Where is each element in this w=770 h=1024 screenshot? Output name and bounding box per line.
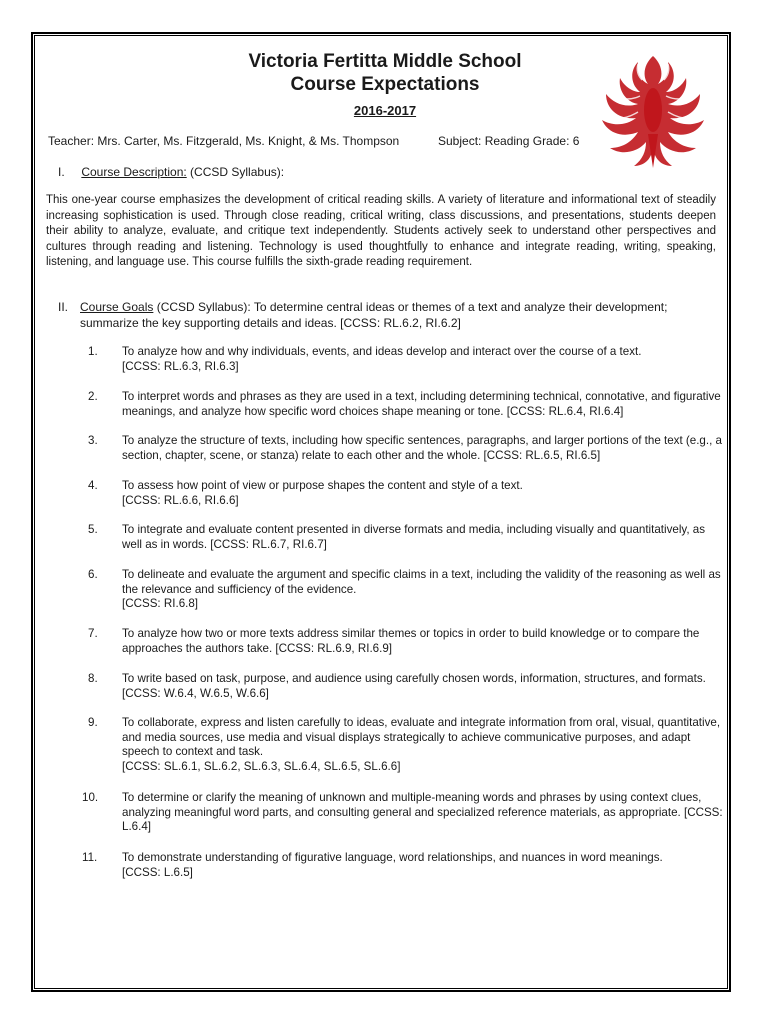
goal-number: 9.	[88, 716, 98, 729]
school-name: Victoria Fertitta Middle School	[248, 51, 522, 72]
goal-ccss: [CCSS: RL.6.6, RI.6.6]	[122, 493, 239, 507]
section-1-source: (CCSD Syllabus):	[186, 165, 285, 179]
section-2-label: Course Goals	[80, 300, 154, 314]
goal-ccss: [CCSS: RL.6.3, RI.6.3]	[122, 359, 239, 373]
subject-grade-line: Subject: Reading Grade: 6	[438, 134, 580, 148]
phoenix-logo-icon	[592, 50, 714, 174]
list-item	[88, 479, 728, 508]
list-item	[88, 390, 728, 419]
document-title: Course Expectations	[290, 74, 480, 95]
teacher-line: Teacher: Mrs. Carter, Ms. Fitzgerald, Ms. Knight, & Ms. Thompson	[48, 134, 400, 148]
course-description: This one-year course emphasizes the development of critical reading skills. A variety of literature and informational text of steadily increasing sophistication is used. Through close reading, critical writing, class discussions, and presentations, students deepen their ability to analyze, evaluate, and critique text independently. Students actively seek to understand other perspectives and cultures through reading and listening. Technology is used thoughtfully to enhance and integrate reading, writing, speaking, listening, and language use. This course fulfills the sixth-grade reading requirement.	[46, 194, 716, 268]
goal-text: To demonstrate understanding of figurative language, word relationships, and nuances in word meanings.	[122, 851, 663, 864]
section-2-intro: (CCSD Syllabus): To determine central ideas or themes of a text and analyze their development; summarize the key supporting details and ideas. [CCSS: RL.6.2, RI.6.2]	[80, 300, 668, 330]
goal-ccss: [CCSS: RI.6.8]	[122, 597, 199, 610]
goal-text: To analyze how two or more texts address similar themes or topics in order to build knowledge or to compare the approaches the authors take. [CCSS: RL.6.9, RI.6.9]	[122, 627, 700, 655]
list-item	[88, 345, 728, 374]
list-item	[88, 434, 728, 463]
list-item	[88, 568, 728, 612]
goal-ccss: [CCSS: SL.6.1, SL.6.2, SL.6.3, SL.6.4, SL.6.5, SL.6.6]	[122, 759, 401, 773]
goal-ccss: [CCSS: L.6.5]	[122, 865, 193, 879]
goal-number: 1.	[88, 345, 98, 358]
list-item	[88, 716, 728, 774]
school-year: 2016-2017	[353, 103, 417, 118]
goal-text: To determine or clarify the meaning of unknown and multiple-meaning words and phrases by using context clues, analyzing meaningful word parts, and consulting general and specialized reference materials, as appropriate. [CCSS: L.6.4]	[122, 791, 723, 833]
goal-text: To analyze the structure of texts, including how specific sentences, paragraphs, and larger portions of the text (e.g., a section, chapter, scene, or stanza) relate to each other and the whole. [CCSS: RL.6.5, RI.6.5]	[122, 434, 722, 462]
list-item	[88, 523, 728, 552]
goal-number: 8.	[88, 672, 98, 685]
list-item	[88, 672, 728, 701]
title-block	[230, 50, 540, 118]
goal-number: 11.	[82, 851, 98, 864]
goal-number: 4.	[88, 479, 98, 492]
goal-text: To write based on task, purpose, and audience using carefully chosen words, information, structures, and formats. [CCSS: W.6.4, W.6.5, W.6.6]	[122, 672, 706, 700]
goal-text: To integrate and evaluate content presented in diverse formats and media, including visually and quantitatively, as well as in words. [CCSS: RL.6.7, RI.6.7]	[122, 523, 706, 551]
section-1-number: I.	[58, 165, 65, 179]
list-item	[82, 791, 728, 835]
section-1-heading	[58, 165, 284, 179]
list-item	[82, 851, 728, 880]
goal-number: 2.	[88, 390, 98, 403]
goal-number: 7.	[88, 627, 98, 640]
section-1-label: Course Description:	[81, 165, 187, 179]
goal-number: 3.	[88, 434, 98, 447]
list-item	[88, 627, 728, 656]
goal-number: 6.	[88, 568, 98, 581]
goal-number: 5.	[88, 523, 98, 536]
section-2-number: II.	[58, 300, 69, 314]
goal-text: To collaborate, express and listen carefully to ideas, evaluate and integrate information from oral, visual, quantitative, and media sources, use media and visual displays strategically to achieve communicative purposes, and adapt speech to context and task.	[122, 716, 721, 758]
goal-number: 10.	[82, 791, 99, 804]
section-2-heading	[58, 300, 718, 331]
goal-text: To assess how point of view or purpose shapes the content and style of a text.	[122, 479, 523, 492]
goal-text: To delineate and evaluate the argument and specific claims in a text, including the validity of the reasoning as well as the relevance and sufficiency of the evidence.	[122, 568, 721, 596]
goal-text: To analyze how and why individuals, events, and ideas develop and interact over the course of a text.	[122, 345, 642, 358]
goal-text: To interpret words and phrases as they are used in a text, including determining technical, connotative, and figurative meanings, and analyze how specific word choices shape meaning or tone. [CCSS: RL.6.4, RI.6.4]	[122, 390, 721, 418]
